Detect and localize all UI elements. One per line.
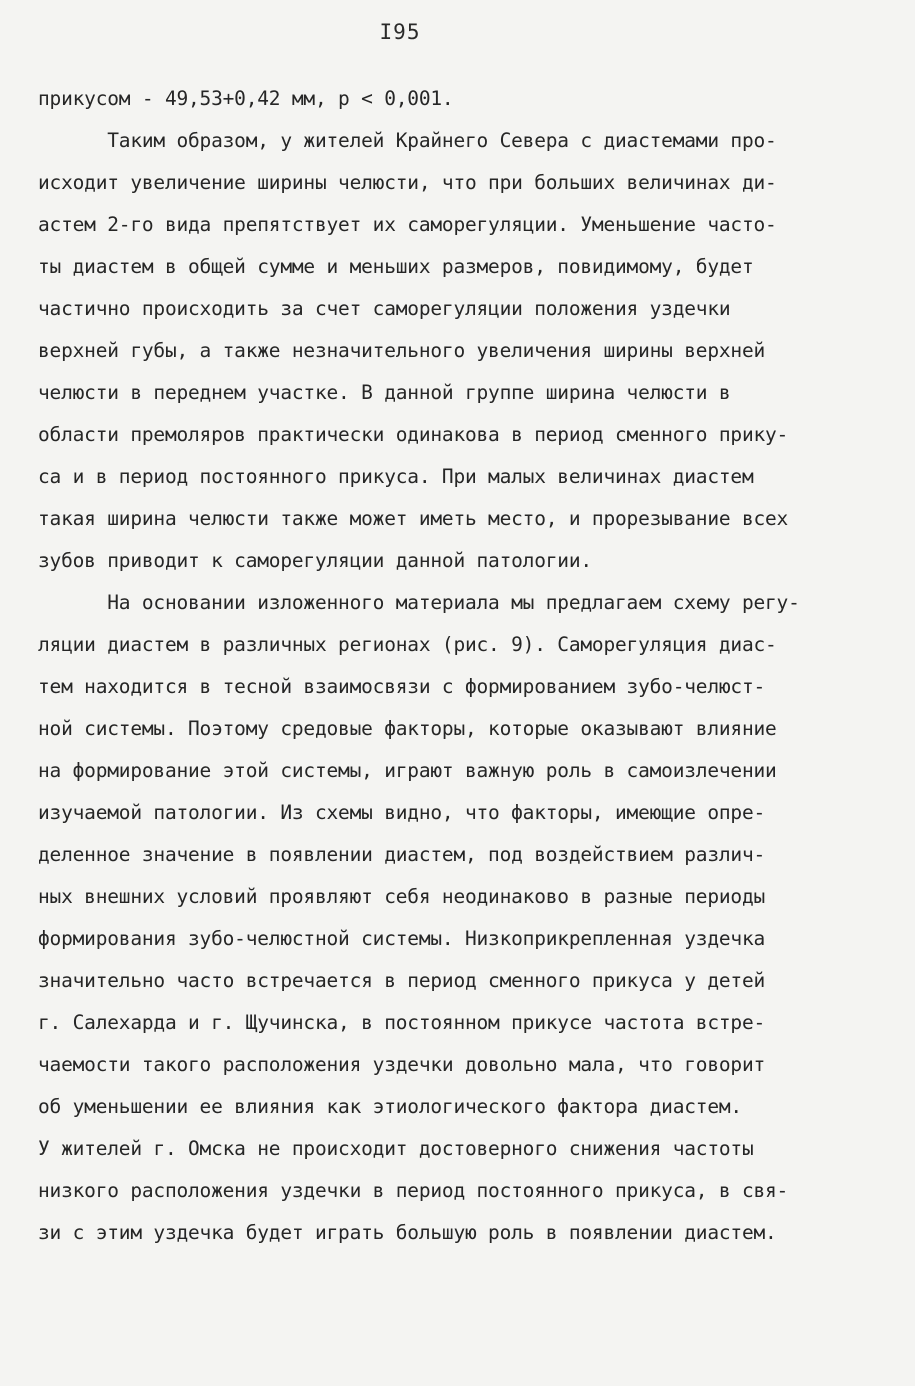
text-line: области премоляров практически одинакова в период сменного прику- xyxy=(38,423,789,446)
text-line: астем 2-го вида препятствует их саморегуляции. Уменьшение часто- xyxy=(38,213,777,236)
text-line: ляции диастем в различных регионах (рис. 9). Саморегуляция диас- xyxy=(38,633,777,656)
text-line: верхней губы, а также незначительного увеличения ширины верхней xyxy=(38,339,766,362)
text-line: тем находится в тесной взаимосвязи с формированием зубо-челюст- xyxy=(38,675,766,698)
body-text xyxy=(38,78,883,1254)
text-line: зубов приводит к саморегуляции данной патологии. xyxy=(38,549,592,572)
text-line: значительно часто встречается в период сменного прикуса у детей xyxy=(38,969,766,992)
text-line: низкого расположения уздечки в период постоянного прикуса, в свя- xyxy=(38,1179,789,1202)
text-line: чаемости такого расположения уздечки довольно мала, что говорит xyxy=(38,1053,766,1076)
text-line: са и в период постоянного прикуса. При малых величинах диастем xyxy=(38,465,754,488)
text-line: ты диастем в общей сумме и меньших размеров, повидимому, будет xyxy=(38,255,754,278)
page-number: I95 xyxy=(379,20,421,44)
text-line: На основании изложенного материала мы предлагаем схему регу- xyxy=(38,591,800,614)
text-line: зи с этим уздечка будет играть большую роль в появлении диастем. xyxy=(38,1221,777,1244)
text-line: Таким образом, у жителей Крайнего Севера с диастемами про- xyxy=(38,129,777,152)
text-line: ных внешних условий проявляют себя неодинаково в разные периоды xyxy=(38,885,766,908)
text-line: деленное значение в появлении диастем, под воздействием различ- xyxy=(38,843,766,866)
text-line: исходит увеличение ширины челюсти, что при больших величинах ди- xyxy=(38,171,777,194)
text-line: на формирование этой системы, играют важную роль в самоизлечении xyxy=(38,759,777,782)
text-line: такая ширина челюсти также может иметь место, и прорезывание всех xyxy=(38,507,789,530)
text-line: г. Салехарда и г. Щучинска, в постоянном прикусе частота встре- xyxy=(38,1011,766,1034)
text-line: изучаемой патологии. Из схемы видно, что факторы, имеющие опре- xyxy=(38,801,766,824)
text-line: прикусом - 49,53+0,42 мм, р < 0,001. xyxy=(38,87,454,110)
text-line: об уменьшении ее влияния как этиологического фактора диастем. xyxy=(38,1095,742,1118)
text-line: формирования зубо-челюстной системы. Низкоприкрепленная уздечка xyxy=(38,927,766,950)
text-line: У жителей г. Омска не происходит достоверного снижения частоты xyxy=(38,1137,754,1160)
text-line: ной системы. Поэтому средовые факторы, которые оказывают влияние xyxy=(38,717,777,740)
text-line: частично происходить за счет саморегуляции положения уздечки xyxy=(38,297,731,320)
text-line: челюсти в переднем участке. В данной группе ширина челюсти в xyxy=(38,381,731,404)
